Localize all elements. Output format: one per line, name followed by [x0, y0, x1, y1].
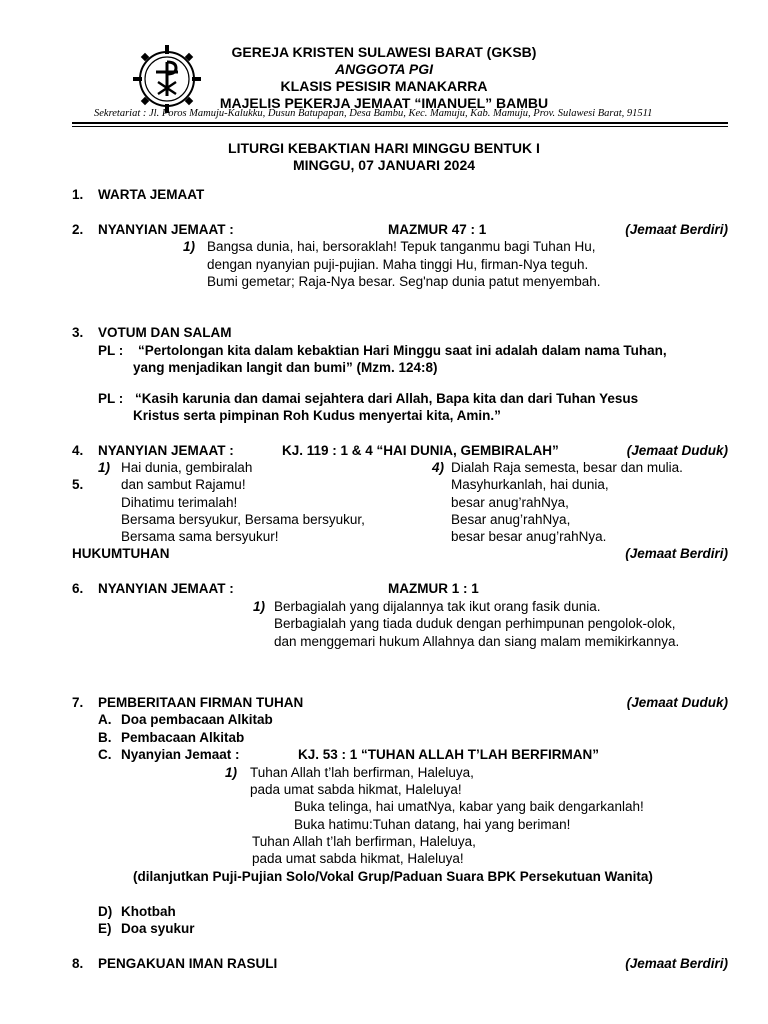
verse-line: besar anug’rahNya,	[451, 495, 569, 510]
section-title-pengakuan: PENGAKUAN IMAN RASULI	[98, 956, 278, 971]
section-title-nyanyian: NYANYIAN JEMAAT :	[98, 443, 234, 458]
verse-line: Bumi gemetar; Raja-Nya besar. Seg'nap dunia patut menyembah.	[207, 274, 601, 289]
pl-label: PL :	[98, 343, 124, 358]
verse-line: dan sambut Rajamu!	[121, 477, 246, 492]
verse-number: 1)	[253, 599, 266, 614]
section-title-nyanyian: NYANYIAN JEMAAT :	[98, 581, 234, 596]
section-title-votum: VOTUM DAN SALAM	[98, 325, 232, 340]
verse-line: pada umat sabda hikmat, Haleluya!	[250, 782, 462, 797]
klasis-name: KLASIS PESISIR MANAKARRA	[280, 78, 488, 94]
verse-line: Dihatimu terimalah!	[121, 495, 238, 510]
item-nyanyian: Nyanyian Jemaat :	[121, 747, 240, 762]
section-title-nyanyian: NYANYIAN JEMAAT :	[98, 222, 234, 237]
item-label: D)	[98, 904, 113, 919]
song-reference: KJ. 53 : 1 “TUHAN ALLAH T’LAH BERFIRMAN”	[298, 747, 600, 762]
liturgy-title: LITURGI KEBAKTIAN HARI MINGGU BENTUK I	[228, 140, 540, 156]
posture-note: (Jemaat Berdiri)	[625, 956, 728, 971]
verse-line: Besar anug’rahNya,	[451, 512, 571, 527]
verse-line: Buka telinga, hai umatNya, kabar yang baik dengarkanlah!	[294, 799, 644, 814]
section-title-hukum: HUKUMTUHAN	[72, 546, 170, 561]
verse-line: Tuhan Allah t’lah berfirman, Haleluya,	[250, 765, 474, 780]
verse-line: Bersama bersyukur, Bersama bersyukur,	[121, 512, 365, 527]
verse-line: dan menggemari hukum Allahnya dan siang malam memikirkannya.	[274, 634, 680, 649]
verse-line: Masyhurkanlah, hai dunia,	[451, 477, 609, 492]
pl-label: PL :	[98, 391, 124, 406]
item-pembacaan: Pembacaan Alkitab	[121, 730, 245, 745]
item-label: A.	[98, 712, 112, 727]
verse-number: 1)	[98, 460, 111, 475]
section-title-warta: WARTA JEMAAT	[98, 187, 205, 202]
section-number: 7.	[72, 695, 84, 710]
salam-text: “Kasih karunia dan damai sejahtera dari Allah, Bapa kita dan dari Tuhan Yesus	[135, 391, 639, 406]
verse-line: Berbagialah yang dijalannya tak ikut orang fasik dunia.	[274, 599, 601, 614]
verse-line: Tuhan Allah t’lah berfirman, Haleluya,	[252, 834, 476, 849]
church-name: GEREJA KRISTEN SULAWESI BARAT (GKSB)	[231, 44, 537, 60]
item-khotbah: Khotbah	[121, 904, 176, 919]
verse-line: Dialah Raja semesta, besar dan mulia.	[451, 460, 683, 475]
secretariat-address: Sekretariat : Jl. Poros Mamuju-Kalukku, Dusun Batupapan, Desa Bambu, Kec. Mamuju, Kab. Mamuju, Prov. Sulawesi Barat, 91511	[94, 108, 653, 119]
verse-line: Hai dunia, gembiralah	[121, 460, 253, 475]
item-label: C.	[98, 747, 112, 762]
item-label: B.	[98, 730, 112, 745]
verse-number: 1)	[225, 765, 238, 780]
section-title-firman: PEMBERITAAN FIRMAN TUHAN	[98, 695, 304, 710]
verse-line: Bersama sama bersyukur!	[121, 529, 279, 544]
verse-line: dengan nyanyian puji-pujian. Maha tinggi Hu, firman-Nya teguh.	[207, 257, 589, 272]
song-reference: MAZMUR 1 : 1	[388, 581, 479, 596]
verse-line: Berbagialah yang tiada duduk dengan perhimpunan pengolok-olok,	[274, 616, 676, 631]
member-of: ANGGOTA PGI	[335, 61, 433, 77]
posture-note: (Jemaat Duduk)	[626, 695, 728, 710]
section-number: 5.	[72, 477, 84, 492]
section-number: 2.	[72, 222, 84, 237]
section-number: 6.	[72, 581, 84, 596]
header-divider	[72, 122, 728, 127]
continuation-note: (dilanjutkan Puji-Pujian Solo/Vokal Grup/Paduan Suara BPK Persekutuan Wanita)	[133, 869, 653, 884]
section-number: 1.	[72, 187, 84, 202]
verse-line: Bangsa dunia, hai, bersoraklah! Tepuk tanganmu bagi Tuhan Hu,	[207, 239, 596, 254]
song-reference: KJ. 119 : 1 & 4 “HAI DUNIA, GEMBIRALAH”	[282, 443, 559, 458]
verse-line: pada umat sabda hikmat, Haleluya!	[252, 851, 464, 866]
verse-line: besar besar anug’rahNya.	[451, 529, 607, 544]
posture-note: (Jemaat Berdiri)	[625, 222, 728, 237]
verse-number: 1)	[183, 239, 196, 254]
posture-note: (Jemaat Duduk)	[626, 443, 728, 458]
votum-text: yang menjadikan langit dan bumi” (Mzm. 124:8)	[133, 360, 438, 375]
song-reference: MAZMUR 47 : 1	[388, 222, 487, 237]
section-number: 8.	[72, 956, 84, 971]
majelis-name: MAJELIS PEKERJA JEMAAT “IMANUEL” BAMBU	[219, 95, 549, 111]
section-number: 4.	[72, 443, 84, 458]
item-doa-pembacaan: Doa pembacaan Alkitab	[121, 712, 273, 727]
verse-number: 4)	[432, 460, 445, 475]
salam-text: Kristus serta pimpinan Roh Kudus menyertai kita, Amin.”	[133, 408, 501, 423]
item-label: E)	[98, 921, 112, 936]
posture-note: (Jemaat Berdiri)	[625, 546, 728, 561]
votum-text: “Pertolongan kita dalam kebaktian Hari Minggu saat ini adalah dalam nama Tuhan,	[138, 343, 667, 358]
item-doa-syukur: Doa syukur	[121, 921, 195, 936]
liturgy-date: MINGGU, 07 JANUARI 2024	[292, 157, 476, 173]
verse-line: Buka hatimu:Tuhan datang, hai yang beriman!	[294, 817, 571, 832]
section-number: 3.	[72, 325, 84, 340]
